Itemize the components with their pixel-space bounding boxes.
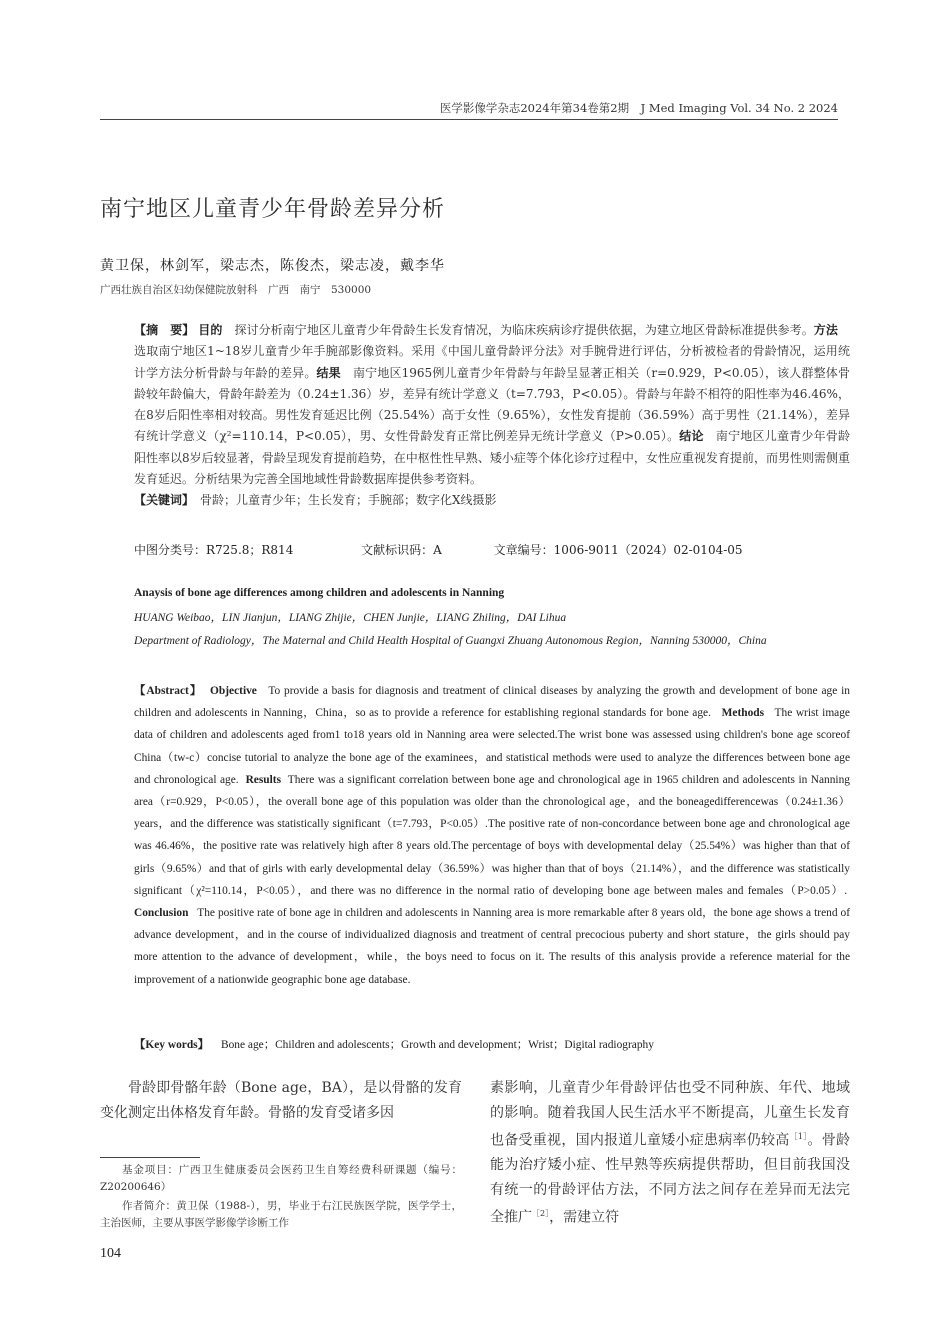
cn-conclusion-text: 南宁地区儿童青少年骨龄阳性率以8岁后较显著，骨龄呈现发育提前趋势，在中枢性性早熟、矮小症等个体化诊疗过程中，女性应重视发育提前，而男性则需侧重发育延迟。分析结果为完善全国地域性骨龄数据库提供参考资料。 — [134, 429, 850, 487]
body-right-text-3: ，需建立符 — [549, 1209, 620, 1226]
cn-keywords-text: 骨龄；儿童青少年；生长发育；手腕部；数字化X线摄影 — [188, 493, 497, 508]
footnote-fund: 基金项目：广西卫生健康委员会医药卫生自筹经费科研课题（编号：Z20200646） — [100, 1164, 462, 1193]
article-title: 南宁地区儿童青少年骨龄差异分析 — [100, 197, 446, 222]
body-right-column — [490, 1076, 850, 1230]
en-abstract-label: 【Abstract】 — [134, 685, 203, 697]
page-number: 104 — [100, 1246, 121, 1261]
en-method-text: The wrist image data of children and adolescents aged from1 to18 years old in Nanning area were selected.The wrist bone was assessed using children's bone age scoreof China（tw-c）concise tutorial to analyze the bone age of the examinees，and statistical methods were used to analyze the differences between bone age and chronological age. — [134, 707, 850, 786]
cn-result-label: 结果 — [316, 365, 341, 380]
en-objective-label: Objective — [210, 685, 257, 697]
cn-abstract — [134, 320, 850, 512]
english-abstract — [134, 680, 850, 991]
cn-objective-label: 目的 — [198, 323, 223, 337]
authors: 黄卫保，林剑军，梁志杰，陈俊杰，梁志凌，戴李华 — [100, 258, 445, 274]
header-rule — [100, 119, 838, 120]
english-keywords — [134, 1036, 654, 1052]
cn-result-text: 南宁地区1965例儿童青少年骨龄与年龄呈显著正相关（r=0.929，P<0.05），该人群整体骨龄较年龄偏大，骨龄年龄差为（0.24±1.36）岁，差异有统计学意义（t=7.793，P<0.05）。骨龄与年龄不相符的阳性率为46.46%，在8岁后阳性率相对较高。男性发育延迟比例（25.54%）高于女性（9.65%），女性发育提前（36.59%）高于男性（21.14%），差异有统计学意义（χ²=110.14，P<0.05），男、女性骨龄发育正常比例差异无统计学意义（P>0.05）。 — [134, 365, 850, 444]
clc-code: 中图分类号：R725.8；R814 — [134, 543, 294, 557]
cn-method-text: 选取南宁地区1~18岁儿童青少年手腕部影像资料。采用《中国儿童骨龄评分法》对手腕骨进行评估，分析被检者的骨龄情况，运用统计学方法分析骨龄与年龄的差异。 — [134, 323, 850, 380]
cn-abstract-label: 【摘 要】 — [134, 323, 195, 337]
citation-2[interactable]: ［2］ — [532, 1209, 550, 1219]
body-right-text-1: 素影响，儿童青少年骨龄评估也受不同种族、年代、地域的影响。随着我国人民生活水平不断提高，儿童生长发育也备受重视，国内报道儿童矮小症患病率仍较高 — [490, 1080, 850, 1149]
en-method-label: Methods — [721, 707, 765, 720]
en-result-text: There was a significant correlation between bone age and chronological age in 1965 children and adolescents in Nanning area（r=0.929，P<0.05），the overall bone age of this population was older than the chronological age，and the boneagedifferencewas（0.24±1.36）years，and the difference was statistically significant（t=7.793，P<0.05）.The positive rate of non-concordance between bone age and chronological age was 46.46%，the positive rate was relatively high after 8 years old.The percentage of boys with developmental delay（25.54%）was higher than that of girls（9.65%）and that of girls with early developmental delay（36.59%）was higher than that of boys（21.14%），and the difference was statistically significant（χ²=110.14，P<0.05），and there was no difference in the normal ratio of developing bone age between males and females（P>0.05）. — [134, 773, 850, 897]
en-conclusion-text: The positive rate of bone age in children and adolescents in Nanning area is more remarkable after 8 years old，the bone age shows a trend of advance development，and in the course of individualized diagnosis and treatment of central precocious puberty and short stature，the girls should pay more attention to the advance of development，while，the boys need to focus on it. The results of this analysis provide a reference material for the improvement of a nationwide geographic bone age database. — [134, 907, 850, 986]
cn-method-label: 方法 — [813, 323, 838, 337]
affiliation: 广西壮族自治区妇幼保健院放射科 广西 南宁 530000 — [100, 284, 372, 296]
en-conclusion-label: Conclusion — [134, 907, 189, 920]
footnote-rule — [100, 1157, 200, 1158]
footnote-author: 作者简介：黄卫保（1988-），男，毕业于右江民族医学院，医学学士，主治医师，主要从事医学影像学诊断工作 — [100, 1200, 462, 1229]
en-result-label: Results — [245, 773, 282, 786]
en-keywords-text: Bone age；Children and adolescents；Growth and development；Wrist；Digital radiography — [221, 1039, 654, 1051]
en-keywords-label: 【Key words】 — [134, 1039, 209, 1051]
english-affiliation: Department of Radiology，The Maternal and Child Health Hospital of Guangxi Zhuang Autonomous Region，Nanning 530000，China — [134, 635, 767, 647]
english-title: Anaysis of bone age differences among children and adolescents in Nanning — [134, 587, 505, 599]
body-right-text-2: 。骨龄能为治疗矮小症、性早熟等疾病提供帮助，但目前我国没有统一的骨龄评估方法，不同方法之间存在差异而无法完全推广 — [490, 1132, 850, 1226]
cn-keywords-label: 【关键词】 — [134, 493, 189, 508]
doc-code: 文献标识码：A — [361, 543, 442, 557]
english-authors: HUANG Weibao，LIN Jianjun，LIANG Zhijie，CHEN Junjie，LIANG Zhiling，DAI Lihua — [134, 612, 567, 624]
en-objective-text: To provide a basis for diagnosis and treatment of clinical diseases by analyzing the growth and development of bone age in children and adolescents in Nanning，China，so as to provide a reference for establishing regional standards for bone age. — [134, 685, 850, 720]
running-header: 医学影像学杂志2024年第34卷第2期 J Med Imaging Vol. 34 No. 2 2024 — [439, 101, 838, 115]
cn-conclusion-label: 结论 — [679, 429, 704, 444]
citation-1[interactable]: ［1］ — [789, 1132, 808, 1141]
classification-line — [134, 541, 757, 558]
cn-objective-text: 探讨分析南宁地区儿童青少年骨龄生长发育情况，为临床疾病诊疗提供依据，为建立地区骨龄标准提供参考。 — [222, 323, 814, 337]
body-left-column: 骨龄即骨骼年龄（Bone age，BA），是以骨骼的发育变化测定出体格发育年龄。骨骼的发育受诸多因 — [100, 1080, 462, 1121]
article-number: 文章编号：1006-9011（2024）02-0104-05 — [493, 543, 743, 557]
